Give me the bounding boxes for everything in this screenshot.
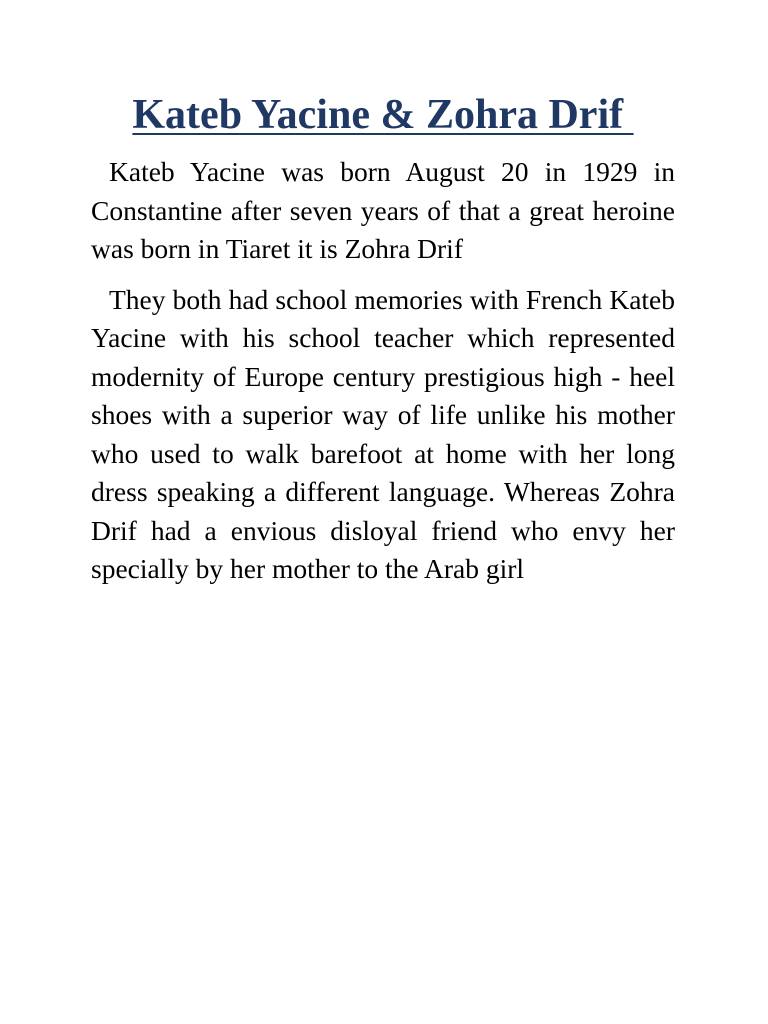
document-title: Kateb Yacine & Zohra Drif — [132, 92, 634, 138]
paragraph-school-memories: They both had school memories with French Kateb Yacine with his school teacher which represented modernity of Europe century prestigious high - heel shoes with a superior way of life unlike his mother who used to walk barefoot at home with her long dress speaking a different language. Whereas Zohra Drif had a envious disloyal friend who envy her specially by her mother to the Arab girl — [91, 283, 675, 584]
paragraph-birth: Kateb Yacine was born August 20 in 1929 in Constantine after seven years of that a great heroine was born in Tiaret it is Zohra Drif — [91, 156, 675, 264]
document-page — [91, 88, 675, 589]
